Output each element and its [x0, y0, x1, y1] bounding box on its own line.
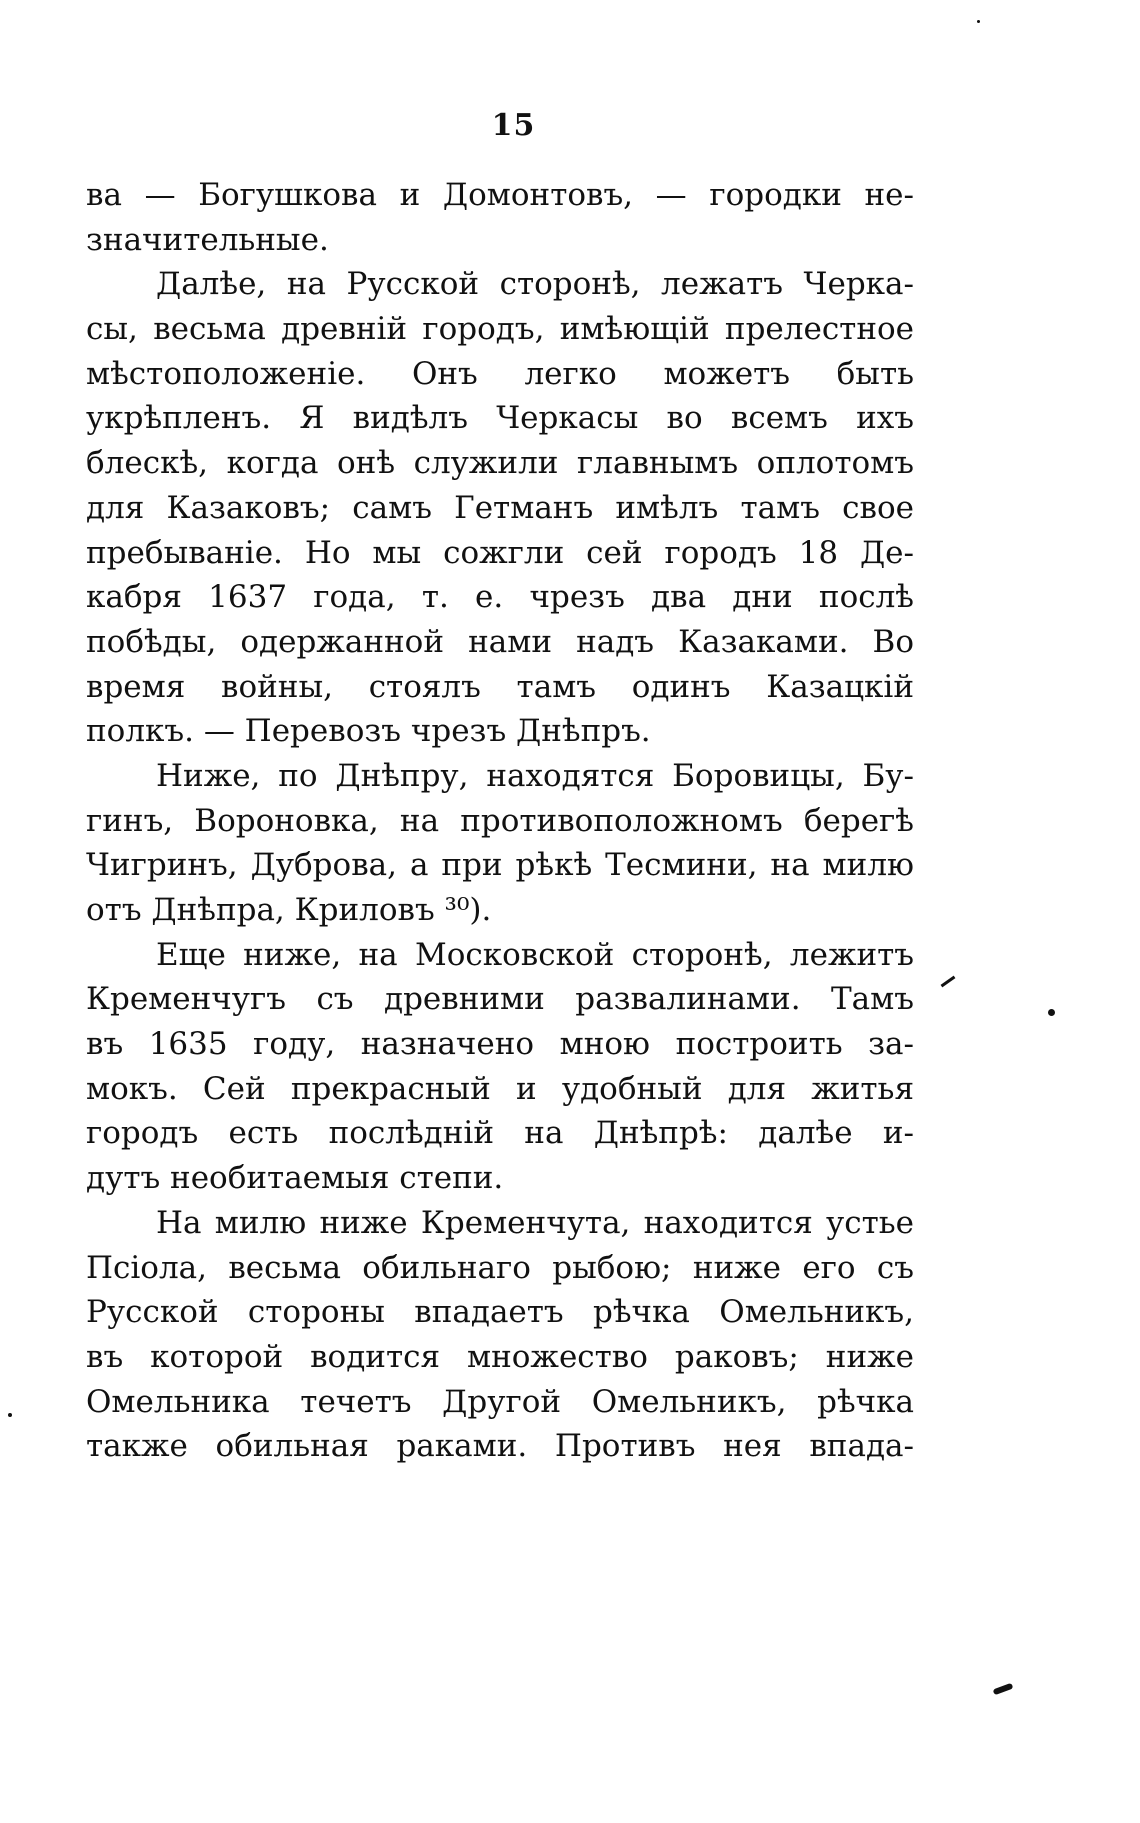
page-number: 15 — [491, 108, 536, 143]
text-line: значительные. — [86, 221, 329, 258]
ink-speck — [993, 1683, 1014, 1695]
text-line: кабря 1637 года, т. е. чрезъ два дни послѣ — [86, 579, 914, 616]
text-line: для Казаковъ; самъ Гетманъ имѣлъ тамъ свое — [86, 489, 914, 526]
text-line: Псіола, весьма обильнаго рыбою; ниже его съ — [86, 1249, 914, 1286]
text-line: дутъ необитаемыя степи. — [86, 1160, 504, 1197]
text-line: городъ есть послѣдній на Днѣпрѣ: далѣе и- — [86, 1115, 914, 1152]
text-line: блескѣ, когда онѣ служили главнымъ оплотомъ — [86, 445, 914, 482]
text-line: Еще ниже, на Московской сторонѣ, лежитъ — [156, 936, 914, 973]
text-line: Омельника течетъ Другой Омельникъ, рѣчка — [86, 1383, 914, 1420]
ink-speck — [8, 1413, 12, 1417]
text-line: время войны, стоялъ тамъ одинъ Казацкій — [86, 668, 914, 705]
text-line: Чигринъ, Дуброва, а при рѣкѣ Тесмини, на милю — [86, 847, 914, 884]
text-line: пребываніе. Но мы сожгли сей городъ 18 Де- — [86, 534, 914, 571]
text-line: въ которой водится множество раковъ; ниже — [86, 1338, 914, 1375]
ink-speck — [977, 20, 980, 23]
text-line: сы, весьма древній городъ, имѣющій прелестное — [86, 311, 914, 348]
text-line: также обильная раками. Противъ нея впада- — [86, 1428, 914, 1465]
text-line: гинъ, Вороновка, на противоположномъ берегѣ — [86, 802, 914, 839]
text-line: Кременчугъ съ древними развалинами. Тамъ — [86, 981, 914, 1018]
text-line: отъ Днѣпра, Криловъ ³⁰). — [86, 892, 492, 928]
text-line: Ниже, по Днѣпру, находятся Боровицы, Бу- — [156, 757, 914, 794]
text-line: мокъ. Сей прекрасный и удобный для житья — [86, 1070, 914, 1107]
text-line: Далѣе, на Русской сторонѣ, лежатъ Черка- — [156, 266, 914, 303]
ink-speck — [1048, 1009, 1055, 1016]
text-line: мѣстоположеніе. Онъ легко можетъ быть — [86, 355, 914, 392]
text-line: Русской стороны впадаетъ рѣчка Омельникъ, — [86, 1294, 914, 1331]
text-line: въ 1635 году, назначено мною построить за- — [86, 1026, 914, 1063]
text-line: ва — Богушкова и Домонтовъ, — городки не- — [86, 177, 914, 213]
text-line: полкъ. — Перевозъ чрезъ Днѣпръ. — [86, 713, 651, 750]
margin-mark — [941, 976, 956, 988]
text-line: побѣды, одержанной нами надъ Казаками. Во — [86, 623, 914, 660]
body-text — [86, 173, 914, 1469]
text-line: На милю ниже Кременчута, находится устье — [156, 1204, 914, 1241]
text-line: укрѣпленъ. Я видѣлъ Черкасы во всемъ ихъ — [86, 400, 914, 437]
